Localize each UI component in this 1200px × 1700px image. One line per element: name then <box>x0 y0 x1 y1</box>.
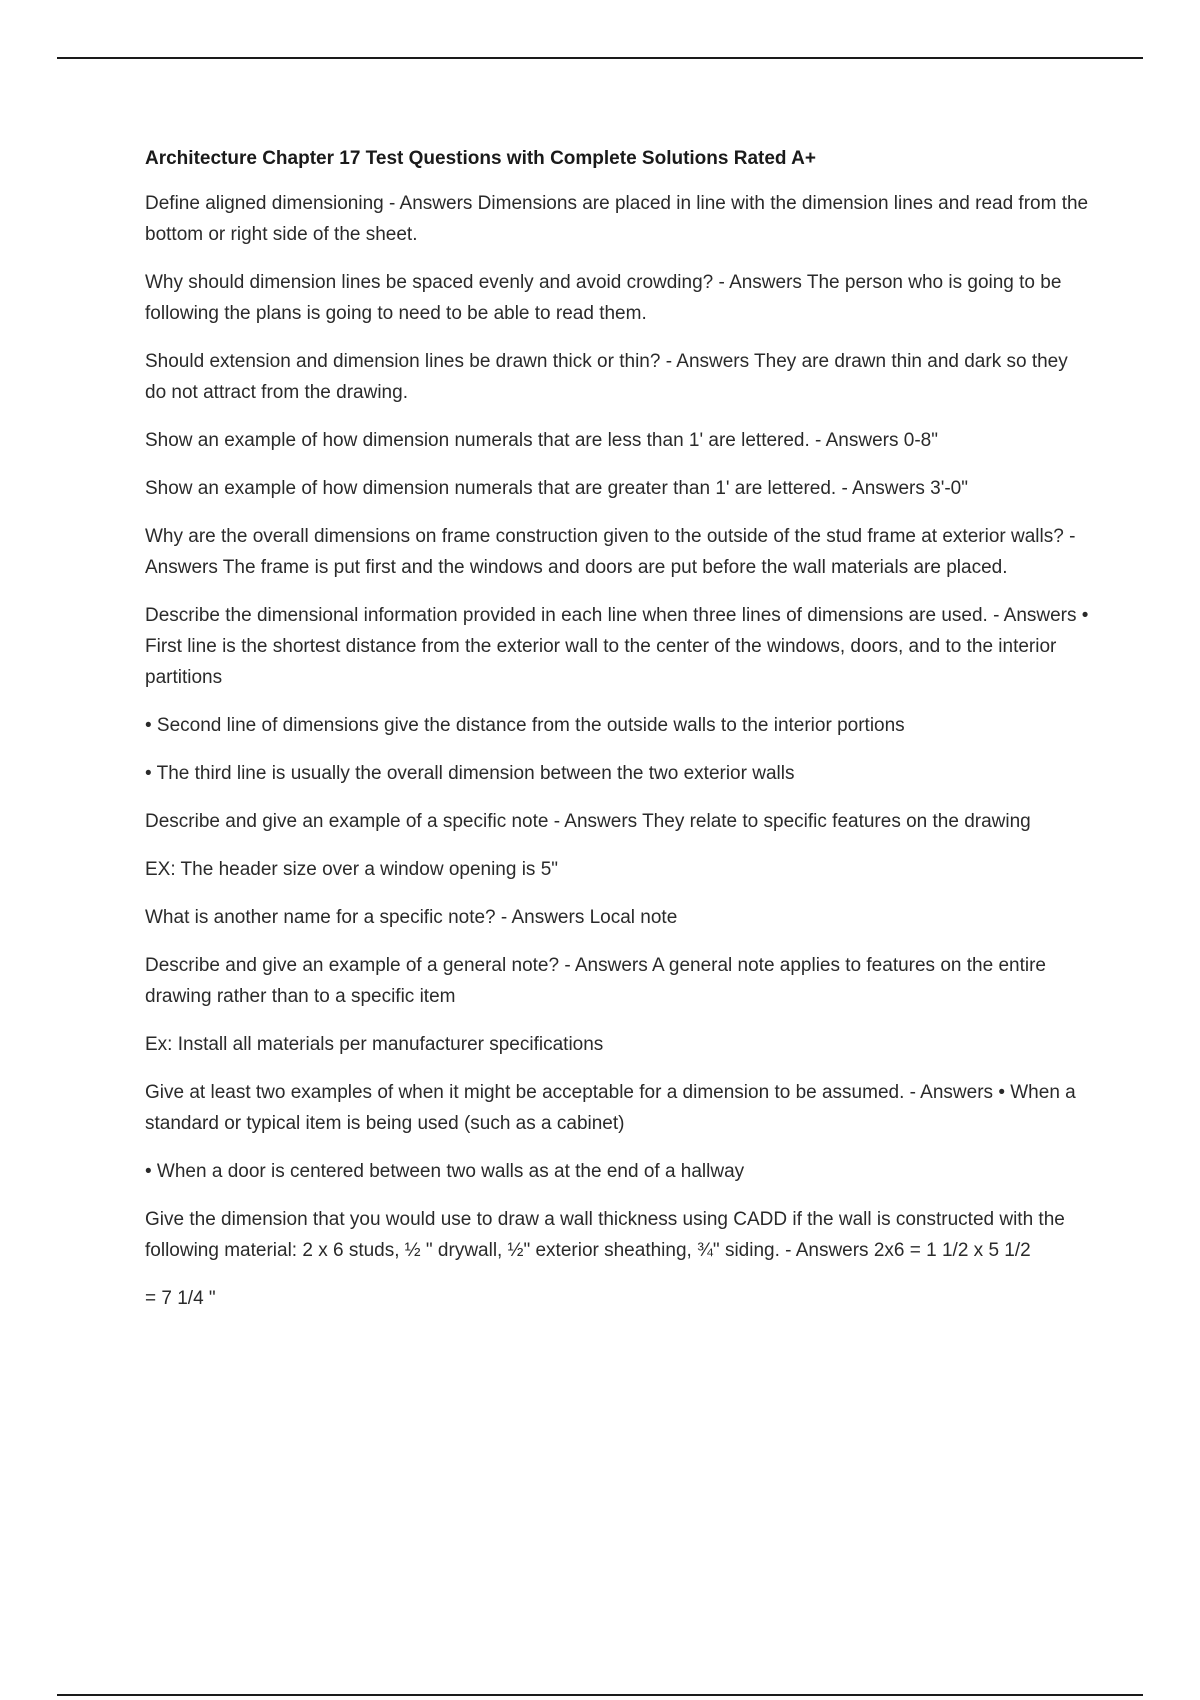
qa-paragraph: Show an example of how dimension numerals that are less than 1' are lettered. - Answers 0-8" <box>145 430 938 451</box>
bullet-paragraph: • The third line is usually the overall dimension between the two exterior walls <box>145 763 795 784</box>
qa-paragraph: Why are the overall dimensions on frame construction given to the outside of the stud frame at exterior walls? - Answers The frame is put first and the windows and doors are put before the wall materials are placed. <box>145 526 1076 578</box>
qa-paragraph: Give at least two examples of when it might be acceptable for a dimension to be assumed. - Answers • When a standard or typical item is being used (such as a cabinet) <box>145 1082 1076 1134</box>
qa-paragraph: Give the dimension that you would use to draw a wall thickness using CADD if the wall is constructed with the following material: 2 x 6 studs, ½ " drywall, ½" exterior sheathing, ¾" siding. - Answers 2x6 = 1 1/2 x 5 1/2 <box>145 1209 1065 1261</box>
bullet-paragraph: • When a door is centered between two walls as at the end of a hallway <box>145 1161 745 1182</box>
bullet-paragraph: • Second line of dimensions give the distance from the outside walls to the interior portions <box>145 715 905 736</box>
qa-paragraph: Describe the dimensional information provided in each line when three lines of dimensions are used. - Answers • First line is the shortest distance from the exterior wall to the center of the windows, doors, and to the interior partitions <box>145 605 1089 688</box>
qa-paragraph: Show an example of how dimension numerals that are greater than 1' are lettered. - Answers 3'-0" <box>145 478 968 499</box>
qa-paragraph: Should extension and dimension lines be drawn thick or thin? - Answers They are drawn thin and dark so they do not attract from the drawing. <box>145 351 1068 403</box>
qa-paragraph: Describe and give an example of a specific note - Answers They relate to specific features on the drawing <box>145 811 1031 832</box>
result-paragraph: = 7 1/4 " <box>145 1288 216 1309</box>
document-title: Architecture Chapter 17 Test Questions with Complete Solutions Rated A+ <box>145 148 816 169</box>
qa-paragraph: Why should dimension lines be spaced evenly and avoid crowding? - Answers The person who is going to be following the plans is going to need to be able to read them. <box>145 272 1062 324</box>
document-body <box>145 144 1091 1331</box>
header-rule <box>57 57 1143 59</box>
qa-paragraph: Define aligned dimensioning - Answers Dimensions are placed in line with the dimension lines and read from the bottom or right side of the sheet. <box>145 193 1089 245</box>
example-paragraph: EX: The header size over a window opening is 5" <box>145 859 559 880</box>
footer-rule <box>57 1694 1143 1696</box>
example-paragraph: Ex: Install all materials per manufacturer specifications <box>145 1034 604 1055</box>
qa-paragraph: Describe and give an example of a general note? - Answers A general note applies to features on the entire drawing rather than to a specific item <box>145 955 1046 1007</box>
qa-paragraph: What is another name for a specific note? - Answers Local note <box>145 907 678 928</box>
